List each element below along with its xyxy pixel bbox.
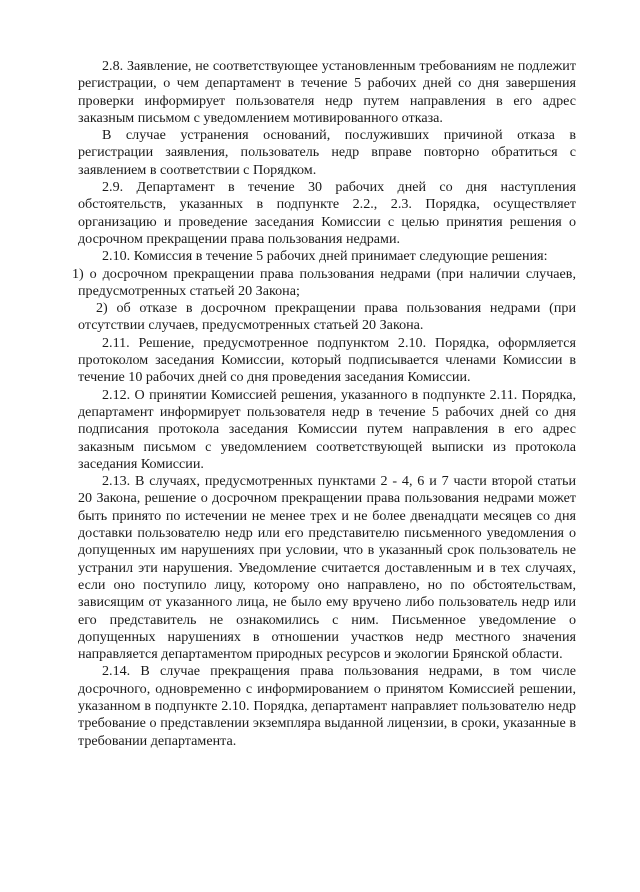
paragraph-2-9: 2.9. Департамент в течение 30 рабочих дней со дня наступления обстоятельств, указанных в подпункте 2.2., 2.3. Порядка, осуществляет организацию и проведение заседания Комиссии с целью принятия решения о досрочном прекращении права пользования недрами. <box>78 179 576 247</box>
paragraph-2-14: 2.14. В случае прекращения права пользования недрами, в том числе досрочного, одновременно с информированием о принятом Комиссией решении, указанном в подпункте 2.10. Порядка, департамент направляет пользователю недр требование о представлении экземпляра выданной лицензии, в сроки, указанные в требовании департамента. <box>78 663 576 749</box>
paragraph-2-11: 2.11. Решение, предусмотренное подпунктом 2.10. Порядка, оформляется протоколом заседания Комиссии, который подписывается членами Комиссии в течение 10 рабочих дней со дня проведения заседания Комиссии. <box>78 334 576 386</box>
paragraph-2-10-item-2: 2) об отказе в досрочном прекращении права пользования недрами (при отсутствии случаев, предусмотренных статьей 20 Закона. <box>78 300 576 334</box>
paragraph-2-13: 2.13. В случаях, предусмотренных пунктами 2 - 4, 6 и 7 части второй статьи 20 Закона, решение о досрочном прекращении права пользования недрами может быть принято по истечении не менее трех и не более двенадцати месяцев со дня доставки пользователю недр или его представителю письменного уведомления о допущенных им нарушениях при условии, что в указанный срок пользователь не устранил эти нарушения. Уведомление считается доставленным и в тех случаях, если оно поступило лицу, которому оно направлено, но по обстоятельствам, зависящим от указанного лица, не было ему вручено либо пользователь недр или его представитель не ознакомились с ним. Письменное уведомление о допущенных нарушениях в отношении участков недр местного значения направляется департаментом природных ресурсов и экологии Брянской области. <box>78 473 576 663</box>
item-1-text: 1) о досрочном прекращении права пользования недрами (при наличии случаев, предусмотренных статьей 20 Закона; <box>72 265 576 299</box>
paragraph-2-10: 2.10. Комиссия в течение 5 рабочих дней принимает следующие решения: <box>102 248 548 265</box>
paragraph-2-10-item-1 <box>72 265 576 301</box>
paragraph-2-8: 2.8. Заявление, не соответствующее установленным требованиям не подлежит регистрации, о чем департамент в течение 5 рабочих дней со дня завершения проверки информирует пользователя недр путем направления в его адрес заказным письмом с уведомлением мотивированного отказа. <box>78 58 576 126</box>
paragraph-2-8-refusal-remedy: В случае устранения оснований, послуживших причиной отказа в регистрации заявления, пользователь недр вправе повторно обратиться с заявлением в соответствии с Порядком. <box>78 127 576 178</box>
paragraph-2-12: 2.12. О принятии Комиссией решения, указанного в подпункте 2.11. Порядка, департамент информирует пользователя недр в течение 5 рабочих дней со дня подписания протокола заседания Комиссии путем направления в его адрес заказным письмом с уведомлением соответствующей выписки из протокола заседания Комиссии. <box>78 386 576 472</box>
